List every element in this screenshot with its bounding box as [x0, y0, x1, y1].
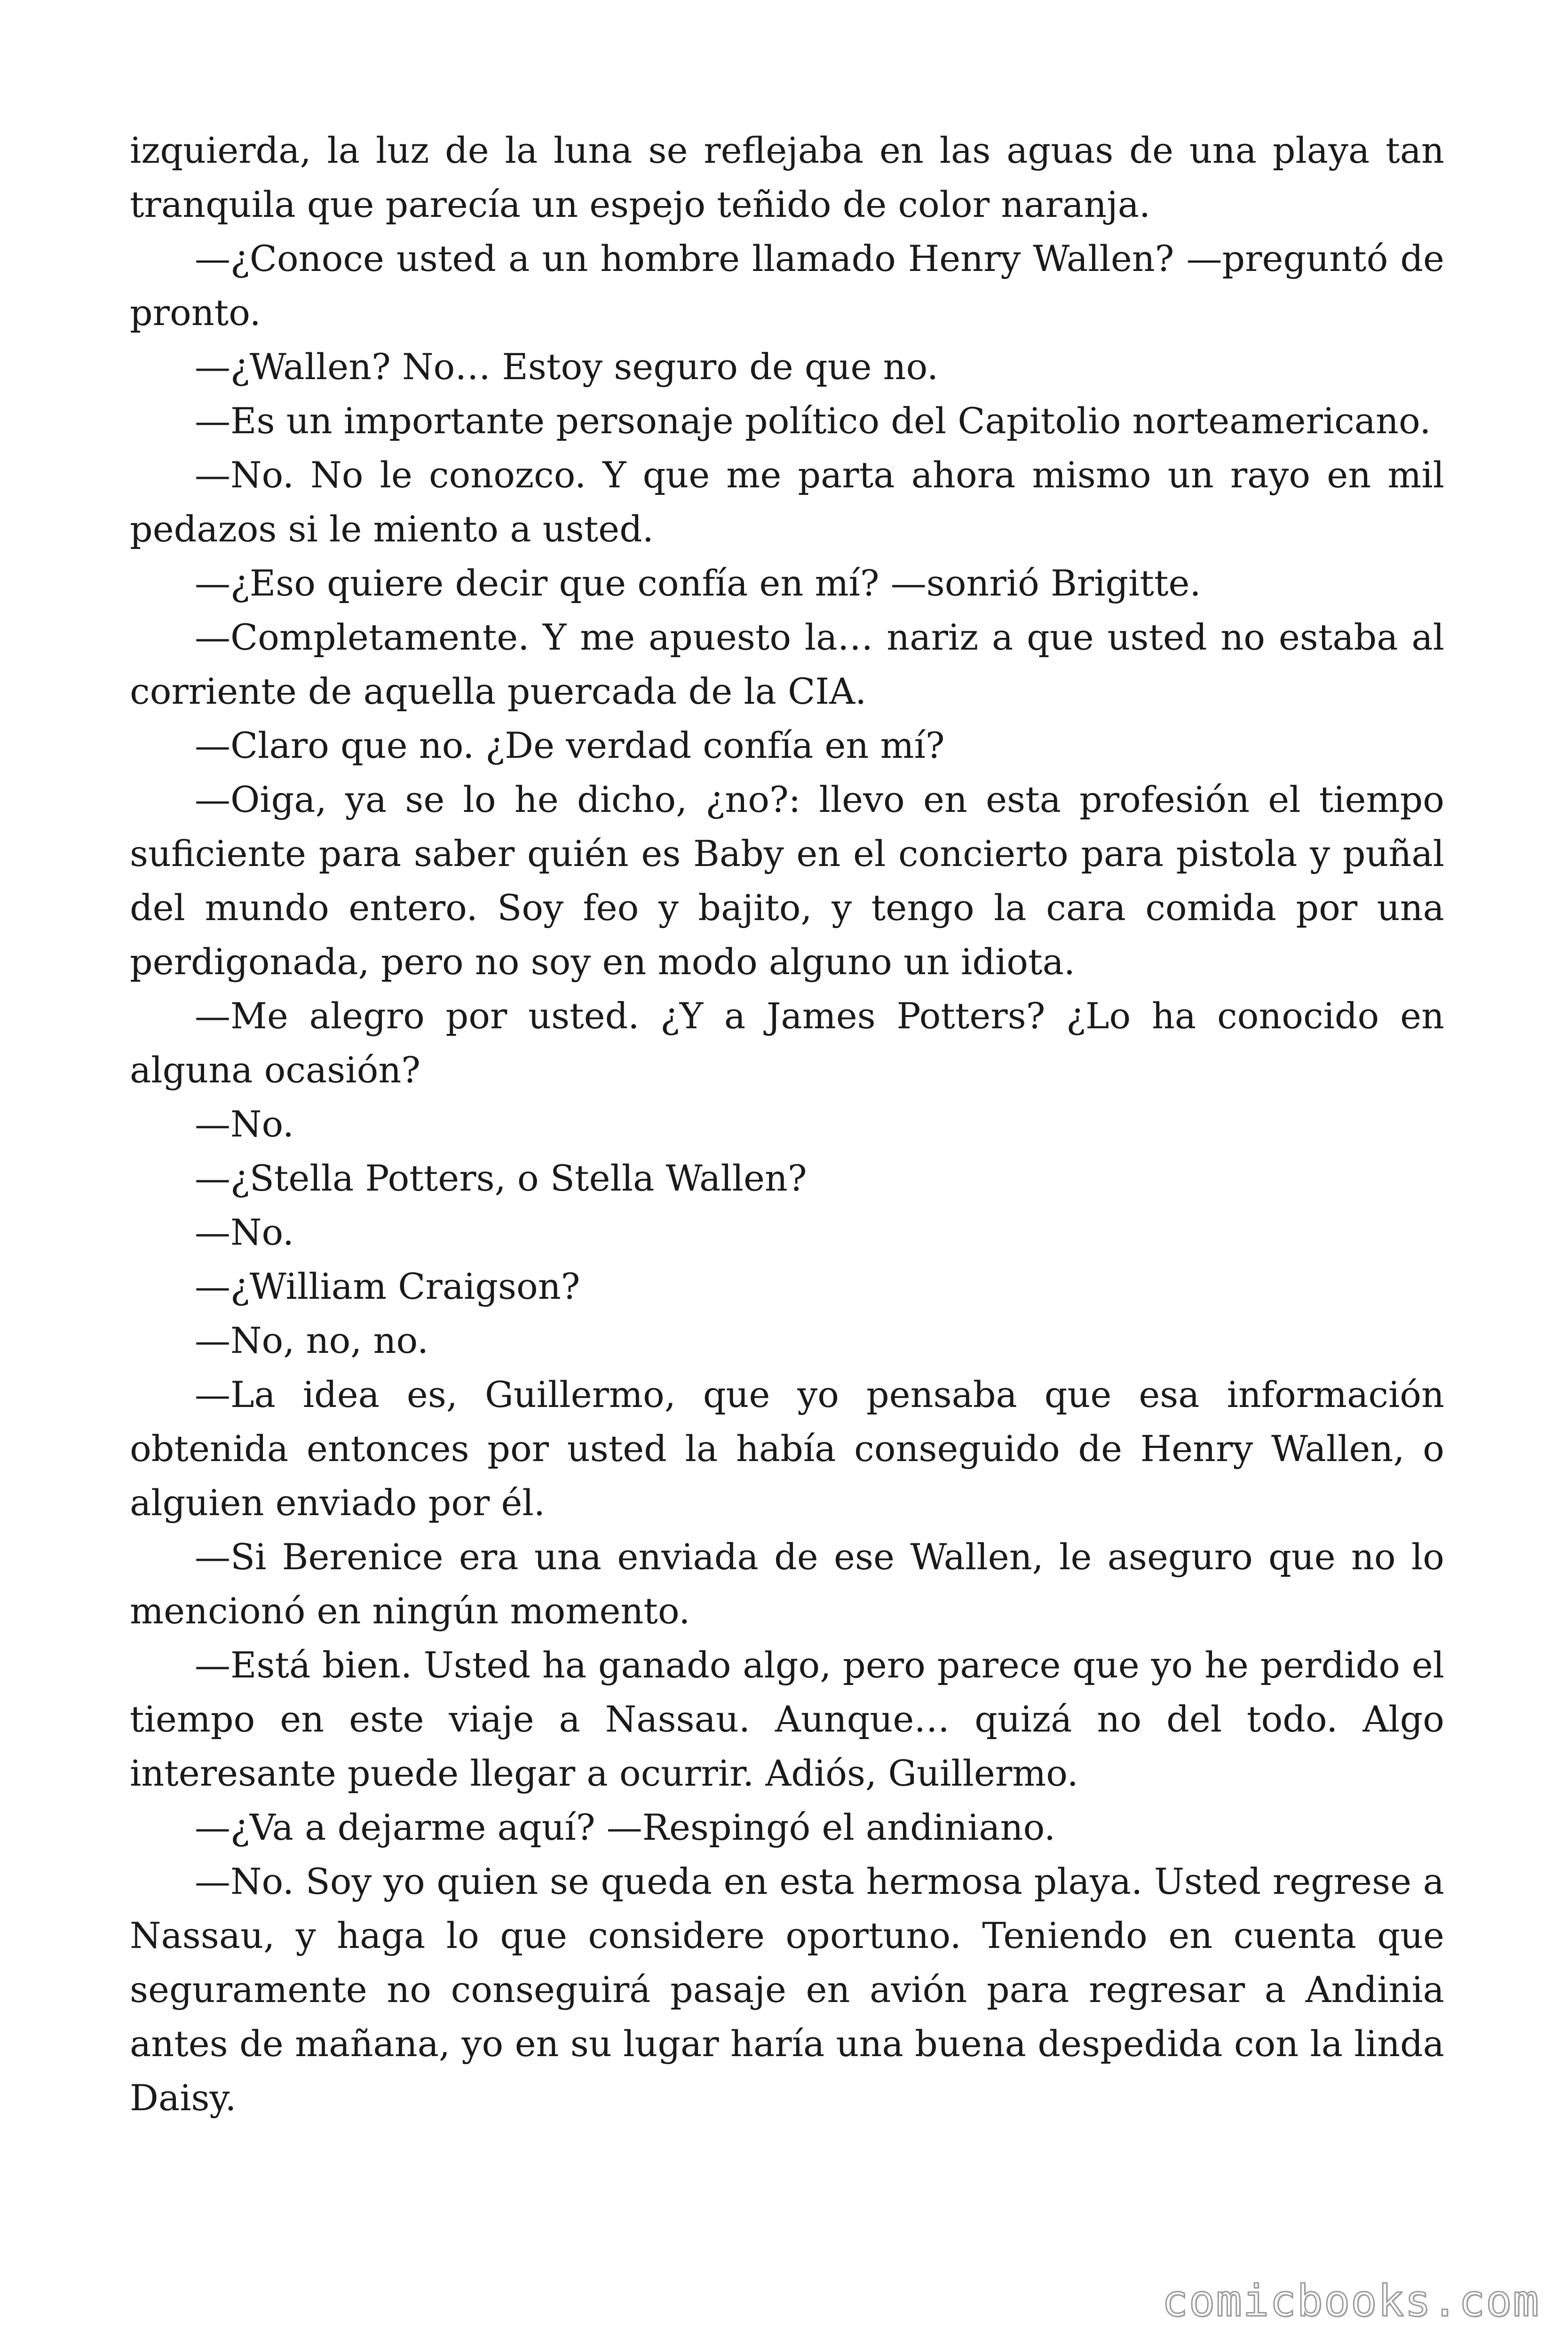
paragraph-14: —¿William Craigson?: [195, 1265, 580, 1307]
paragraph-10: —Me alegro por usted. ¿Y a James Potters? ¿Lo ha conocido en alguna ocasión?: [130, 995, 1444, 1091]
paragraph-13: —No.: [195, 1211, 294, 1253]
paragraph-16: —La idea es, Guillermo, que yo pensaba que esa información obtenida entonces por usted la había conseguido de Henry Wallen, o alguien enviado por él.: [130, 1374, 1444, 1524]
paragraph-15: —No, no, no.: [195, 1319, 429, 1361]
paragraph-7: —Completamente. Y me apuesto la… nariz a que usted no estaba al corriente de aquella puercada de la CIA.: [130, 616, 1444, 712]
watermark-logo: comicbooks.com: [1162, 2276, 1540, 2326]
paragraph-6: —¿Eso quiere decir que confía en mí? —sonrió Brigitte.: [195, 562, 1201, 604]
paragraph-12: —¿Stella Potters, o Stella Wallen?: [195, 1157, 807, 1199]
paragraph-8: —Claro que no. ¿De verdad confía en mí?: [195, 724, 945, 766]
paragraph-2: —¿Conoce usted a un hombre llamado Henry Wallen? —preguntó de pronto.: [130, 238, 1444, 334]
paragraph-1: izquierda, la luz de la luna se reflejaba en las aguas de una playa tan tranquila que parecía un espejo teñido de color naranja.: [130, 129, 1444, 225]
page-body: [130, 123, 1444, 2125]
paragraph-5: —No. No le conozco. Y que me parta ahora mismo un rayo en mil pedazos si le miento a usted.: [130, 454, 1444, 550]
paragraph-18: —Está bien. Usted ha ganado algo, pero parece que yo he perdido el tiempo en este viaje a Nassau. Aunque… quizá no del todo. Algo interesante puede llegar a ocurrir. Adiós, Guillermo.: [130, 1644, 1444, 1794]
paragraph-20: —No. Soy yo quien se queda en esta hermosa playa. Usted regrese a Nassau, y haga lo que considere oportuno. Teniendo en cuenta que seguramente no conseguirá pasaje en avión para regresar a Andinia antes de mañana, yo en su lugar haría una buena despedida con la linda Daisy.: [130, 1860, 1444, 2119]
paragraph-19: —¿Va a dejarme aquí? —Respingó el andiniano.: [195, 1806, 1056, 1848]
paragraph-9: —Oiga, ya se lo he dicho, ¿no?: llevo en esta profesión el tiempo suficiente para saber quién es Baby en el concierto para pistola y puñal del mundo entero. Soy feo y bajito, y tengo la cara comida por una perdigonada, pero no soy en modo alguno un idiota.: [130, 779, 1444, 983]
paragraph-3: —¿Wallen? No… Estoy seguro de que no.: [195, 346, 939, 388]
paragraph-4: —Es un importante personaje político del Capitolio norteamericano.: [195, 400, 1431, 442]
paragraph-17: —Si Berenice era una enviada de ese Wallen, le aseguro que no lo mencionó en ningún momento.: [130, 1536, 1444, 1632]
paragraph-11: —No.: [195, 1103, 294, 1145]
